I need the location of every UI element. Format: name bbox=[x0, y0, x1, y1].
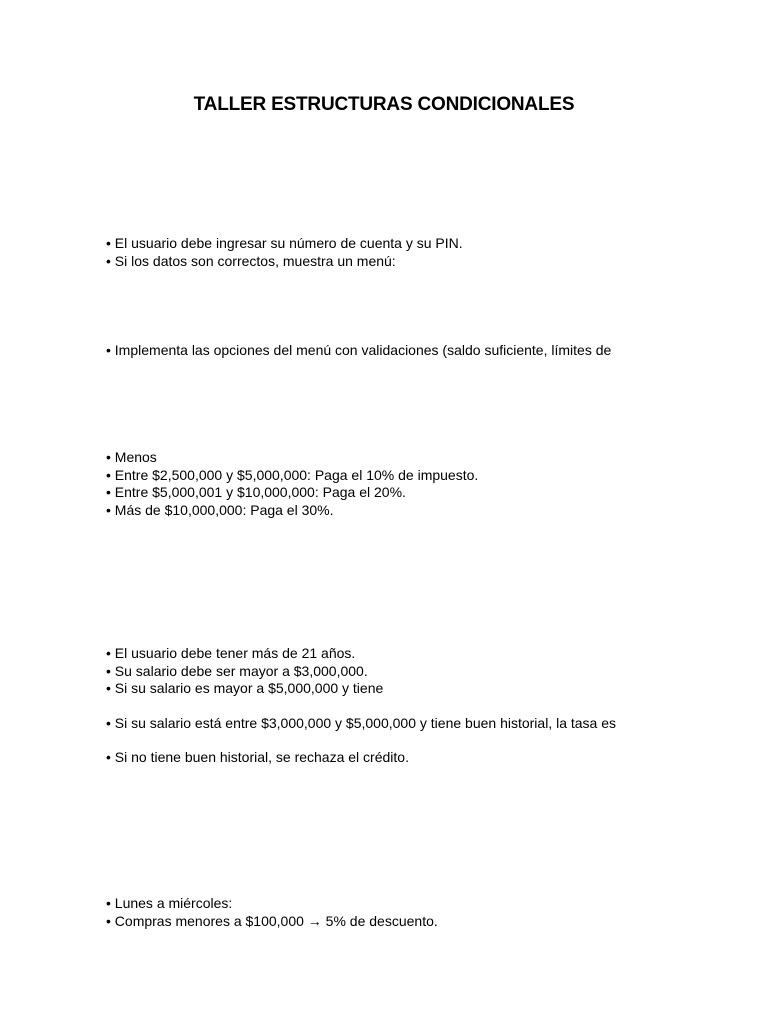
spacer bbox=[106, 732, 706, 749]
page-title: TALLER ESTRUCTURAS CONDICIONALES bbox=[193, 94, 575, 115]
list-item: • Si los datos son correctos, muestra un menú: bbox=[106, 252, 396, 269]
list-item: • Más de $10,000,000: Paga el 30%. bbox=[106, 501, 334, 518]
section-descuentos bbox=[106, 895, 706, 930]
list-item: • Entre $2,500,000 y $5,000,000: Paga el 10% de impuesto. bbox=[106, 466, 479, 483]
list-item: • Si su salario está entre $3,000,000 y $5,000,000 y tiene buen historial, la tasa es bbox=[106, 714, 617, 731]
section-impuestos bbox=[106, 449, 706, 519]
list-item: • Compras menores a $100,000 → 5% de descuento. bbox=[106, 912, 438, 929]
list-item: • Menos bbox=[106, 449, 157, 465]
list-item: • Lunes a miércoles: bbox=[106, 895, 233, 911]
list-item: • Implementa las opciones del menú con validaciones (saldo suficiente, límites de bbox=[106, 342, 612, 358]
list-item: • Si no tiene buen historial, se rechaza el crédito. bbox=[106, 749, 409, 765]
list-item: • Su salario debe ser mayor a $3,000,000. bbox=[106, 662, 368, 679]
list-item: • Entre $5,000,001 y $10,000,000: Paga el 20%. bbox=[106, 484, 406, 500]
list-item: • El usuario debe tener más de 21 años. bbox=[106, 645, 356, 661]
section-menu-opciones bbox=[106, 342, 706, 360]
spacer bbox=[106, 698, 706, 715]
section-cajero bbox=[106, 235, 706, 270]
list-item: • El usuario debe ingresar su número de cuenta y su PIN. bbox=[106, 235, 463, 251]
list-item: • Si su salario es mayor a $5,000,000 y tiene bbox=[106, 680, 384, 696]
section-credito bbox=[106, 645, 706, 767]
